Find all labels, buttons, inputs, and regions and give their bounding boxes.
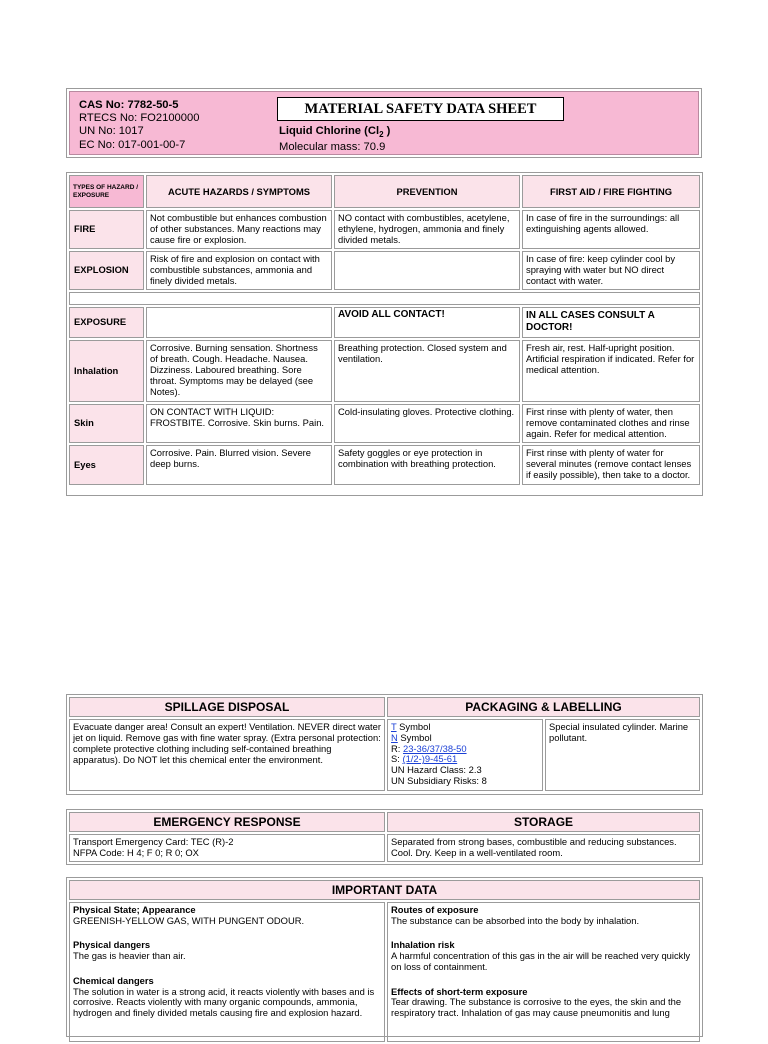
chemical-dangers-title: Chemical dangers bbox=[73, 974, 154, 986]
inhalation-prevention: Breathing protection. Closed system and ventilation. bbox=[334, 340, 520, 402]
row-label-eyes: Eyes bbox=[69, 445, 144, 485]
important-right bbox=[387, 902, 700, 1042]
short-term-text: Tear drawing. The substance is corrosive to the eyes, the skin and the respiratory tract. Inhalation of gas may cause pneumonitis and lung bbox=[391, 996, 682, 1019]
n-symbol-label: Symbol bbox=[397, 731, 432, 743]
inhalation-risk-title: Inhalation risk bbox=[391, 938, 455, 950]
t-symbol-label: Symbol bbox=[396, 721, 431, 732]
storage-text: Separated from strong bases, combustible and reducing substances. Cool. Dry. Keep in a well-ventilated room. bbox=[387, 834, 700, 862]
spacer-cell bbox=[69, 292, 700, 305]
inhalation-firstaid: Fresh air, rest. Half-upright position. Artificial respiration if indicated. Refer for medical attention. bbox=[522, 340, 700, 402]
skin-acute: ON CONTACT WITH LIQUID: FROSTBITE. Corrosive. Skin burns. Pain. bbox=[146, 404, 332, 443]
substance-label: Liquid Chlorine (Cl bbox=[279, 125, 380, 137]
row-label-inhalation: Inhalation bbox=[69, 340, 144, 402]
un-subsidiary-risks: UN Subsidiary Risks: 8 bbox=[391, 774, 487, 786]
important-data-table bbox=[66, 877, 703, 1037]
exposure-prevention: AVOID ALL CONTACT! bbox=[334, 307, 520, 338]
table-row-exposure bbox=[69, 307, 700, 338]
routes-title: Routes of exposure bbox=[391, 904, 479, 915]
important-header: IMPORTANT DATA bbox=[69, 880, 700, 900]
column-header-prevention: PREVENTION bbox=[334, 175, 520, 208]
packaging-symbols bbox=[387, 719, 543, 791]
physical-dangers-title: Physical dangers bbox=[73, 938, 151, 950]
molecular-mass: Molecular mass: 70.9 bbox=[279, 141, 386, 154]
row-label-explosion: EXPLOSION bbox=[69, 251, 144, 290]
inhalation-risk-text: A harmful concentration of this gas in the air will be reached very quickly on loss of containment. bbox=[391, 949, 691, 972]
short-term-title: Effects of short-term exposure bbox=[391, 985, 528, 997]
spillage-packaging-table bbox=[66, 694, 703, 795]
important-left bbox=[69, 902, 385, 1042]
t-symbol-link[interactable]: T bbox=[391, 721, 397, 732]
explosion-prevention bbox=[334, 251, 520, 290]
spacer-row bbox=[69, 292, 700, 305]
exposure-firstaid: IN ALL CASES CONSULT A DOCTOR! bbox=[522, 307, 700, 338]
substance-paren: ) bbox=[383, 125, 391, 137]
spillage-text: Evacuate danger area! Consult an expert! Ventilation. NEVER direct water jet on liquid. Remove gas with fine water spray. (Extra personal protection: complete protective clothing including self-contained breathing apparatus). Do NOT let this chemical enter the environment. bbox=[69, 719, 385, 791]
row-label-fire: FIRE bbox=[69, 210, 144, 249]
chemical-dangers-text: The solution in water is a strong acid, it reacts violently with bases and is corrosive. Reacts violently with many organic compounds, ammonia, hydrogen and finely divided metals causing fire and explosion hazard. bbox=[73, 985, 375, 1019]
fire-firstaid: In case of fire in the surroundings: all extinguishing agents allowed. bbox=[522, 210, 700, 249]
nfpa-code: NFPA Code: H 4; F 0; R 0; OX bbox=[73, 846, 199, 858]
table-row-explosion bbox=[69, 251, 700, 290]
skin-prevention: Cold-insulating gloves. Protective clothing. bbox=[334, 404, 520, 443]
spillage-header: SPILLAGE DISPOSAL bbox=[69, 697, 385, 717]
table-row-inhalation bbox=[69, 340, 700, 402]
document-title: MATERIAL SAFETY DATA SHEET bbox=[277, 97, 564, 121]
eyes-prevention: Safety goggles or eye protection in combination with breathing protection. bbox=[334, 445, 520, 485]
column-header-type: TYPES OF HAZARD / EXPOSURE bbox=[69, 175, 144, 208]
row-label-exposure: EXPOSURE bbox=[69, 307, 144, 338]
cas-number: CAS No: 7782-50-5 bbox=[79, 99, 179, 111]
substance-block bbox=[279, 125, 390, 155]
eyes-firstaid: First rinse with plenty of water for several minutes (remove contact lenses if easily possible), then take to a doctor. bbox=[522, 445, 700, 485]
hazards-table bbox=[66, 172, 703, 496]
table-row-eyes bbox=[69, 445, 700, 485]
column-header-acute: ACUTE HAZARDS / SYMPTOMS bbox=[146, 175, 332, 208]
packaging-notes: Special insulated cylinder. Marine pollutant. bbox=[545, 719, 700, 791]
physical-state-title: Physical State; Appearance bbox=[73, 904, 196, 915]
explosion-acute: Risk of fire and explosion on contact with combustible substances, ammonia and finely divided metals. bbox=[146, 251, 332, 290]
fire-acute: Not combustible but enhances combustion of other substances. Many reactions may cause fire or explosion. bbox=[146, 210, 332, 249]
r-prefix: R: bbox=[391, 742, 403, 754]
storage-header: STORAGE bbox=[387, 812, 700, 832]
inhalation-acute: Corrosive. Burning sensation. Shortness of breath. Cough. Headache. Nausea. Dizziness. Laboured breathing. Sore throat. Symptoms may be delayed (see Notes). bbox=[146, 340, 332, 402]
un-number: UN No: 1017 bbox=[79, 125, 144, 138]
table-row-fire bbox=[69, 210, 700, 249]
emergency-text bbox=[69, 834, 385, 862]
emergency-header: EMERGENCY RESPONSE bbox=[69, 812, 385, 832]
emergency-storage-table bbox=[66, 809, 703, 865]
s-prefix: S: bbox=[391, 753, 403, 765]
column-header-firstaid: FIRST AID / FIRE FIGHTING bbox=[522, 175, 700, 208]
table-row-skin bbox=[69, 404, 700, 443]
physical-state-text: GREENISH-YELLOW GAS, WITH PUNGENT ODOUR. bbox=[73, 914, 305, 926]
rtecs-number: RTECS No: FO2100000 bbox=[79, 112, 200, 125]
un-hazard-class: UN Hazard Class: 2.3 bbox=[391, 764, 482, 776]
substance-name bbox=[279, 125, 390, 141]
physical-dangers-text: The gas is heavier than air. bbox=[73, 949, 186, 961]
s-phrases-link[interactable]: (1/2-)9-45-61 bbox=[402, 753, 458, 765]
ec-number: EC No: 017-001-00-7 bbox=[79, 138, 186, 151]
substance-subscript: 2 bbox=[379, 130, 384, 140]
r-phrases-link[interactable]: 23-36/37/38-50 bbox=[402, 742, 467, 754]
transport-card: Transport Emergency Card: TEC (R)-2 bbox=[73, 836, 234, 847]
exposure-acute bbox=[146, 307, 332, 338]
document-header bbox=[66, 88, 702, 158]
eyes-acute: Corrosive. Pain. Blurred vision. Severe deep burns. bbox=[146, 445, 332, 485]
row-label-skin: Skin bbox=[69, 404, 144, 443]
identifier-block bbox=[79, 99, 199, 152]
routes-text: The substance can be absorbed into the body by inhalation. bbox=[391, 914, 640, 926]
packaging-header: PACKAGING & LABELLING bbox=[387, 697, 700, 717]
skin-firstaid: First rinse with plenty of water, then remove contaminated clothes and rinse again. Refer for medical attention. bbox=[522, 404, 700, 443]
header-panel bbox=[69, 91, 699, 155]
n-symbol-link[interactable]: N bbox=[391, 731, 398, 743]
explosion-firstaid: In case of fire: keep cylinder cool by spraying with water but NO direct contact with water. bbox=[522, 251, 700, 290]
fire-prevention: NO contact with combustibles, acetylene, ethylene, hydrogen, ammonia and finely divided metals. bbox=[334, 210, 520, 249]
